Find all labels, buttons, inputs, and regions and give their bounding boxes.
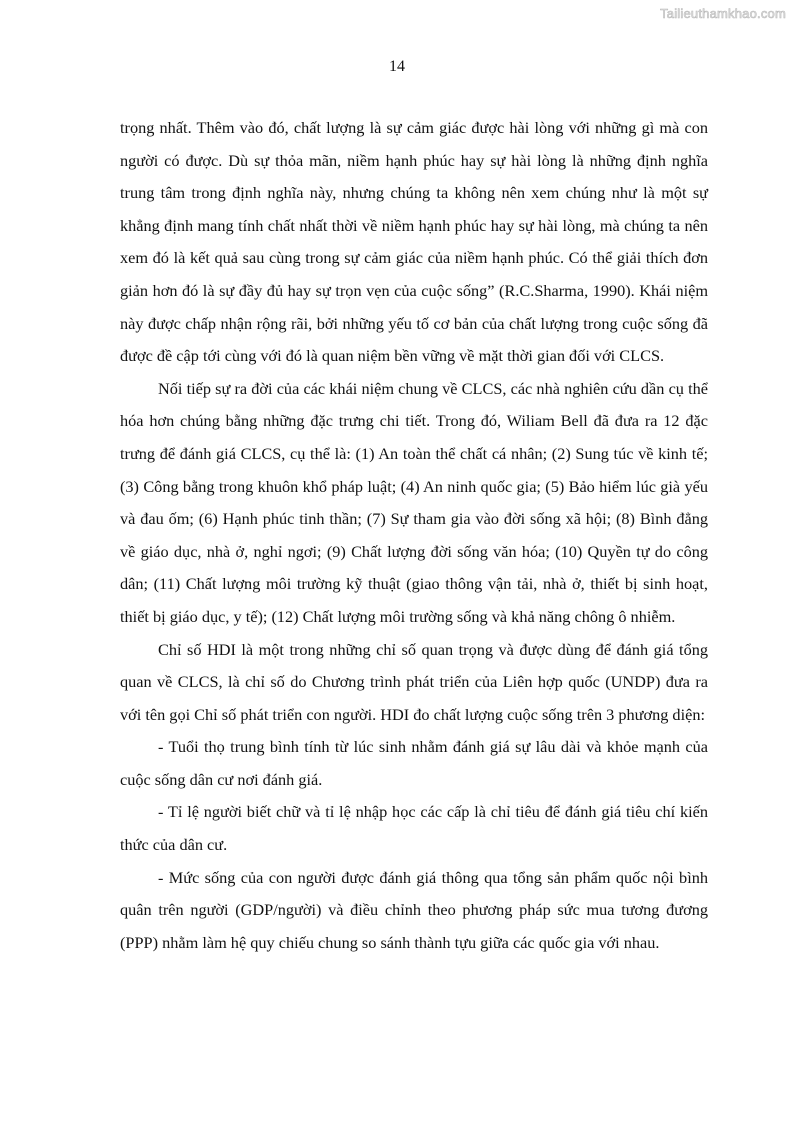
paragraph-continuation: trọng nhất. Thêm vào đó, chất lượng là sự cảm giác được hài lòng với những gì mà con người có được. Dù sự thỏa mãn, niềm hạnh phúc hay sự hài lòng là những định nghĩa trung tâm trong định nghĩa này, nhưng chúng ta không nên xem chúng như là một sự khẳng định mang tính chất nhất thời về niềm hạnh phúc hay sự hài lòng, mà chúng ta nên xem đó là kết quả sau cùng trong sự cảm giác của niềm hạnh phúc. Có thể giải thích đơn giản hơn đó là sự đầy đủ hay sự trọn vẹn của cuộc sống” (R.C.Sharma, 1990). Khái niệm này được chấp nhận rộng rãi, bởi những yếu tố cơ bản của chất lượng trong cuộc sống đã được đề cập tới cùng với đó là quan niệm bền vững về mặt thời gian đối với CLCS. [120, 118, 708, 366]
document-body [120, 112, 708, 959]
paragraph-hdi: Chỉ số HDI là một trong những chỉ số quan trọng và được dùng để đánh giá tổng quan về CLCS, là chỉ số do Chương trình phát triển của Liên hợp quốc (UNDP) đưa ra với tên gọi Chỉ số phát triển con người. HDI đo chất lượng cuộc sống trên 3 phương diện: [120, 639, 708, 724]
page-number: 14 [389, 58, 405, 75]
list-item-literacy: - Tỉ lệ người biết chữ và tỉ lệ nhập học các cấp là chỉ tiêu để đánh giá tiêu chí kiến thức của dân cư. [120, 802, 708, 855]
paragraph-william-bell: Nối tiếp sự ra đời của các khái niệm chung về CLCS, các nhà nghiên cứu dần cụ thể hóa hơn chúng bằng những đặc trưng chi tiết. Trong đó, Wiliam Bell đã đưa ra 12 đặc trưng để đánh giá CLCS, cụ thể là: (1) An toàn thể chất cá nhân; (2) Sung túc về kinh tế; (3) Công bằng trong khuôn khổ pháp luật; (4) An ninh quốc gia; (5) Bảo hiểm lúc già yếu và đau ốm; (6) Hạnh phúc tinh thần; (7) Sự tham gia vào đời sống xã hội; (8) Bình đẳng về giáo dục, nhà ở, nghỉ ngơi; (9) Chất lượng đời sống văn hóa; (10) Quyền tự do công dân; (11) Chất lượng môi trường kỹ thuật (giao thông vận tải, nhà ở, thiết bị sinh hoạt, thiết bị giáo dục, y tế); (12) Chất lượng môi trường sống và khả năng chông ô nhiễm. [120, 378, 708, 626]
list-item-life-expectancy: - Tuổi thọ trung bình tính từ lúc sinh nhằm đánh giá sự lâu dài và khỏe mạnh của cuộc sống dân cư nơi đánh giá. [120, 737, 708, 789]
watermark: Tailieuthamkhao.com [660, 6, 786, 21]
list-item-living-standard: - Mức sống của con người được đánh giá thông qua tổng sản phẩm quốc nội bình quân trên người (GDP/người) và điều chỉnh theo phương pháp sức mua tương đương (PPP) nhằm làm hệ quy chiếu chung so sánh thành tựu giữa các quốc gia với nhau. [120, 867, 708, 952]
